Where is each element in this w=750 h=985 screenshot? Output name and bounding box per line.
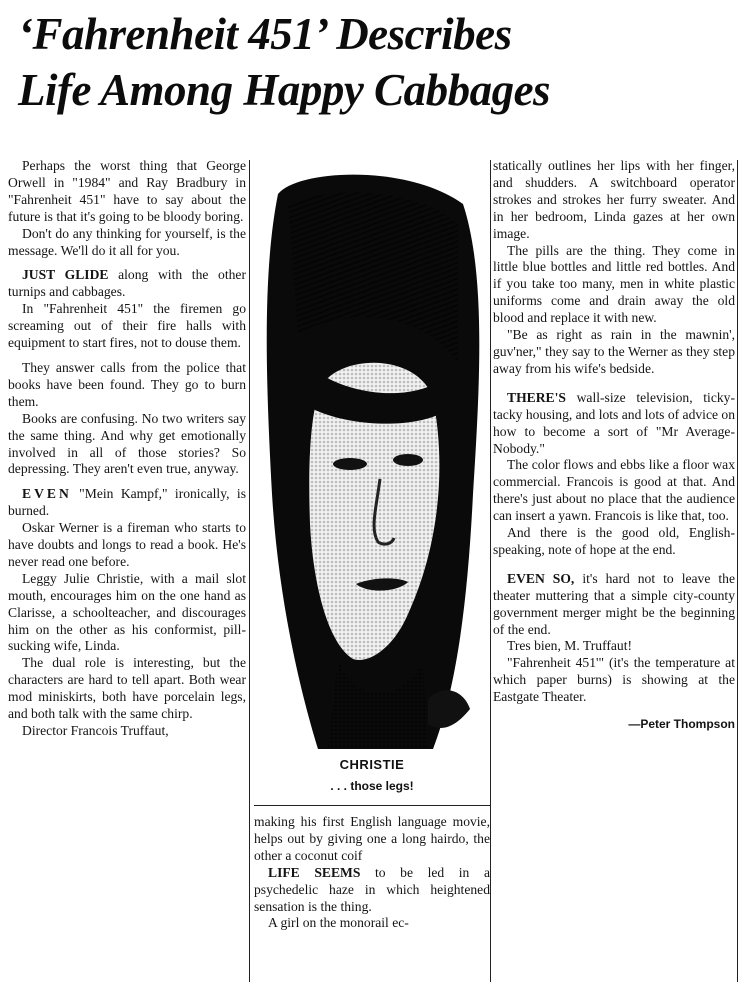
- column-rule-right: [490, 160, 491, 982]
- paragraph: Tres bien, M. Truffaut!: [507, 638, 633, 654]
- paragraph: [8, 486, 246, 520]
- paragraph: [254, 865, 490, 916]
- photo-caption-subtitle: . . . those legs!: [330, 779, 414, 793]
- paragraph: And there is the good old, English-speaking, note of hope at the end.: [493, 525, 735, 557]
- paragraph-text: to be led in a psychedelic haze in which heightened sensation is the thing.: [254, 864, 490, 914]
- paragraph: A girl on the monorail ec-: [268, 915, 409, 931]
- paragraph: Don't do any thinking for yourself, is the message. We'll do it all for you.: [8, 225, 246, 258]
- paragraph: Leggy Julie Christie, with a mail slot mouth, encourages him on the one hand as Clarisse, a schoolteacher, and discourages him on the other as his conformist, pill-sucking wife, Linda.: [8, 570, 246, 654]
- paragraph: The pills are the thing. They come in little blue bottles and little red bottles. And if you take too many, men in white plastic uniforms come and drain away the old blood and replace it with new.: [493, 242, 735, 326]
- paragraph: The dual role is interesting, but the characters are hard to tell apart. Both wear mod miniskirts, both have porcelain legs, and both talk with the same chirp.: [8, 655, 246, 722]
- paragraph: They answer calls from the police that books have been found. They go to burn them.: [8, 359, 246, 409]
- paragraph: [493, 571, 735, 639]
- article-column-2: [254, 814, 490, 979]
- portrait-illustration: [258, 164, 486, 752]
- article-column-1: [8, 158, 246, 984]
- paragraph: "Fahrenheit 451'" (it's the temperature at which paper burns) is showing at the Eastgate Theater.: [493, 655, 735, 705]
- lead-in: LIFE SEEMS: [268, 864, 361, 880]
- paragraph: Oskar Werner is a fireman who starts to have doubts and longs to read a book. He's never read one before.: [8, 520, 246, 569]
- paragraph: [493, 390, 735, 458]
- paragraph: "Be as right as rain in the mawnin', guv'ner," they say to the Werner as they step away from his wife's bedside.: [493, 327, 735, 376]
- paragraph-text: "Mein Kampf," ironically, is burned.: [8, 486, 246, 519]
- lead-in: EVEN: [22, 486, 72, 502]
- headline-line-1: ‘Fahrenheit 451’ Describes: [18, 9, 512, 59]
- paragraph: Director Francois Truffaut,: [22, 723, 169, 738]
- lead-in: EVEN SO,: [507, 570, 575, 586]
- paragraph: Perhaps the worst thing that George Orwell in "1984" and Ray Bradbury in "Fahrenheit 451" have to say about the future is that it's going to be bloody boring.: [8, 158, 246, 224]
- paragraph-text: it's hard not to leave the theater muttering that a simple city-county government merger might be the beginning of the end.: [493, 570, 735, 637]
- lead-in: THERE'S: [507, 389, 566, 405]
- article-column-3: [493, 158, 735, 984]
- paragraph-text: along with the other turnips and cabbages.: [8, 267, 246, 300]
- column-rule-left: [249, 160, 250, 982]
- column-rule-edge: [737, 160, 738, 982]
- paragraph: making his first English language movie, helps out by giving one a long hairdo, the other a coconut coif: [254, 814, 490, 863]
- headline: [18, 6, 738, 118]
- paragraph: The color flows and ebbs like a floor wax commercial. Francois is good at that. And there's just about no place that the audience can insert a yawn. Francois is like that, too.: [493, 457, 735, 524]
- lead-in: JUST GLIDE: [22, 267, 109, 283]
- paragraph: [8, 267, 246, 301]
- paragraph: In "Fahrenheit 451" the firemen go screaming out of their fire halls with equipment to start fires, not to douse them.: [8, 301, 246, 351]
- paragraph: Books are confusing. No two writers say the same thing. And why get emotionally involved in all of those stories? So depressing. They aren't even true, anyway.: [8, 410, 246, 477]
- portrait-photo: [258, 164, 486, 752]
- headline-line-2: Life Among Happy Cabbages: [18, 65, 551, 115]
- paragraph-text: wall-size television, ticky-tacky housing, and lots and lots of advice on how to become a sort of "Mr Average-Nobody.": [493, 389, 735, 456]
- photo-caption-name: CHRISTIE: [339, 757, 405, 772]
- byline: —Peter Thompson: [628, 717, 735, 732]
- caption-rule: [254, 805, 490, 806]
- paragraph: statically outlines her lips with her finger, and shudders. A switchboard operator strokes and strokes her furry sweater. And in her bedroom, Linda gazes at her own image.: [493, 158, 735, 241]
